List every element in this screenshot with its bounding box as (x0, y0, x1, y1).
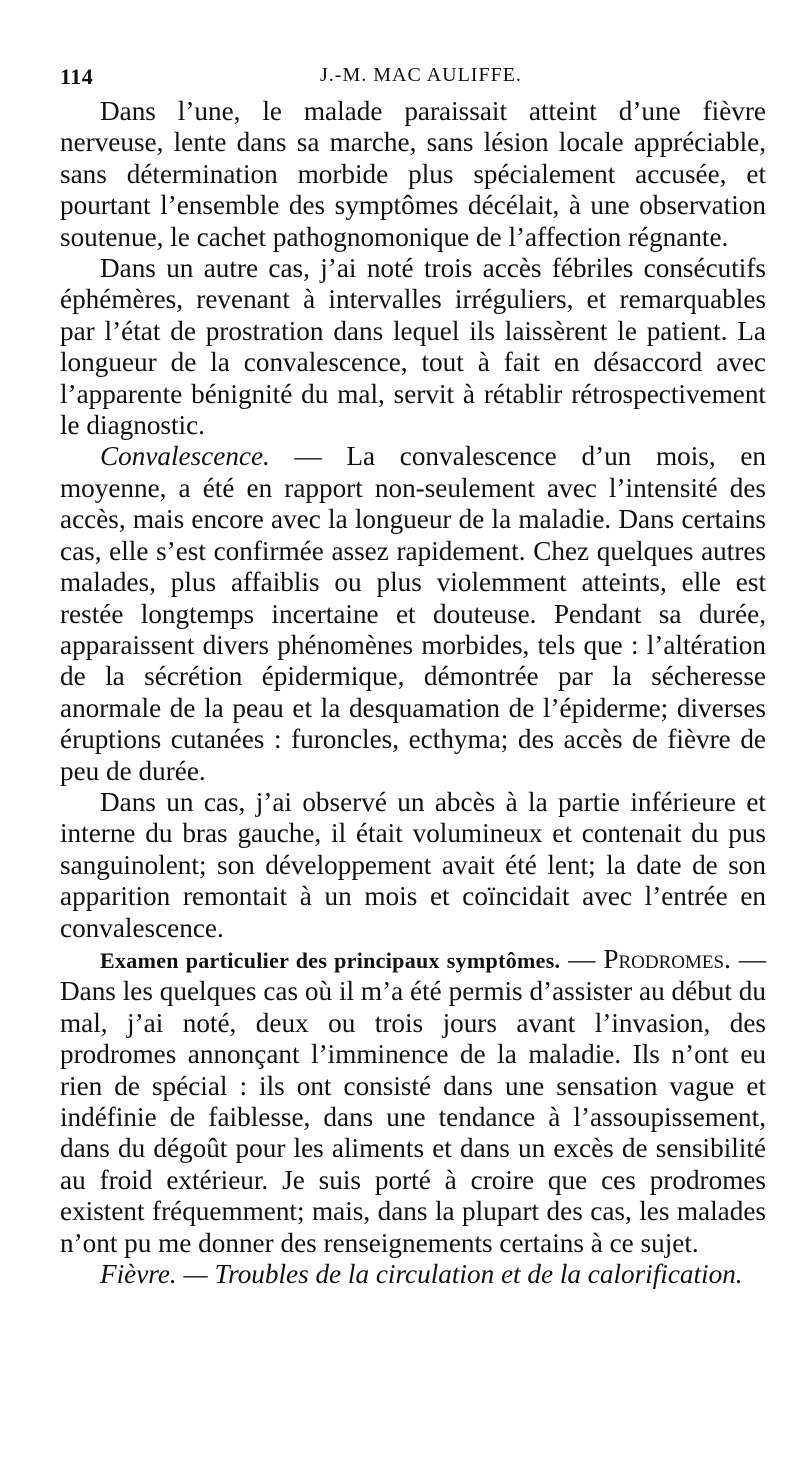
paragraph-examen-text: — Dans les quelques cas où il m’a été permis d’assister au début du mal, j’ai noté, deux ou trois jours avant l’invasion, des prodromes annonçant l’imminence de la maladie. Ils n’ont eu rien de spécial : ils ont consisté dans une sensation vague et indéfinie de faiblesse, dans une tendance à l’assoupissement, dans du dégoût pour les aliments et dans un excès de sensibilité au froid extérieur. Je suis porté à croire que ces prodromes existent fréquemment; mais, dans la plupart des cas, les malades n’ont pu me donner des renseignements certains à ce sujet. (60, 943, 766, 1258)
paragraph-2: Dans un autre cas, j’ai noté trois accès fébriles consécutifs éphémères, revenant à intervalles irréguliers, et remarquables par l’état de prostration dans lequel ils laissèrent le patient. La longueur de la convalescence, tout à fait en désaccord avec l’apparente bénignité du mal, servit à rétablir rétrospectivement le diagnostic. (60, 253, 766, 441)
section-heading-fievre: Fièvre. — Troubles de la circulation et de la calorification. (100, 1259, 743, 1290)
running-title: J.-M. MAC AULIFFE. (320, 64, 522, 86)
paragraph-convalescence-text: — La convalescence d’un mois, en moyenne, a été en rapport non-seulement avec l’intensité des accès, mais encore avec la longueur de la maladie. Dans certains cas, elle s’est confirmée assez rapidement. Chez quelques autres malades, plus affaiblis ou plus violemment atteints, elle est restée longtemps incertaine et douteuse. Pendant sa durée, apparaissent divers phénomènes morbides, tels que : l’altération de la sécrétion épidermique, démontrée par la sécheresse anormale de la peau et la desquamation de l’épiderme; diverses éruptions cutanées : furoncles, ecthyma; des accès de fièvre de peu de durée. (60, 441, 766, 786)
section-heading-examen: Examen particulier des principaux symptômes. (100, 947, 561, 973)
paragraph-1: Dans l’une, le malade paraissait atteint d’une fièvre nerveuse, lente dans sa marche, sans lésion locale appréciable, sans détermination morbide plus spécialement accusée, et pourtant l’ensemble des symptômes décélait, à une observation soutenue, le cachet pathognomonique de l’affection régnante. (60, 96, 766, 252)
section-heading-convalescence: Convalescence. (100, 441, 270, 472)
paragraph-examen (60, 944, 766, 1259)
page-number: 114 (60, 64, 94, 89)
running-head (60, 58, 766, 96)
body-text (60, 96, 766, 1290)
book-page (60, 58, 766, 1290)
paragraph-abces: Dans un cas, j’ai observé un abcès à la partie inférieure et interne du bras gauche, il était volumineux et contenait du pus sanguinolent; son développement avait été lent; la date de son apparition remontait à un mois et coïncidait avec l’entrée en convalescence. (60, 786, 766, 943)
paragraph-convalescence (60, 441, 766, 786)
subheading-prodromes: — Prodromes. (560, 943, 731, 974)
